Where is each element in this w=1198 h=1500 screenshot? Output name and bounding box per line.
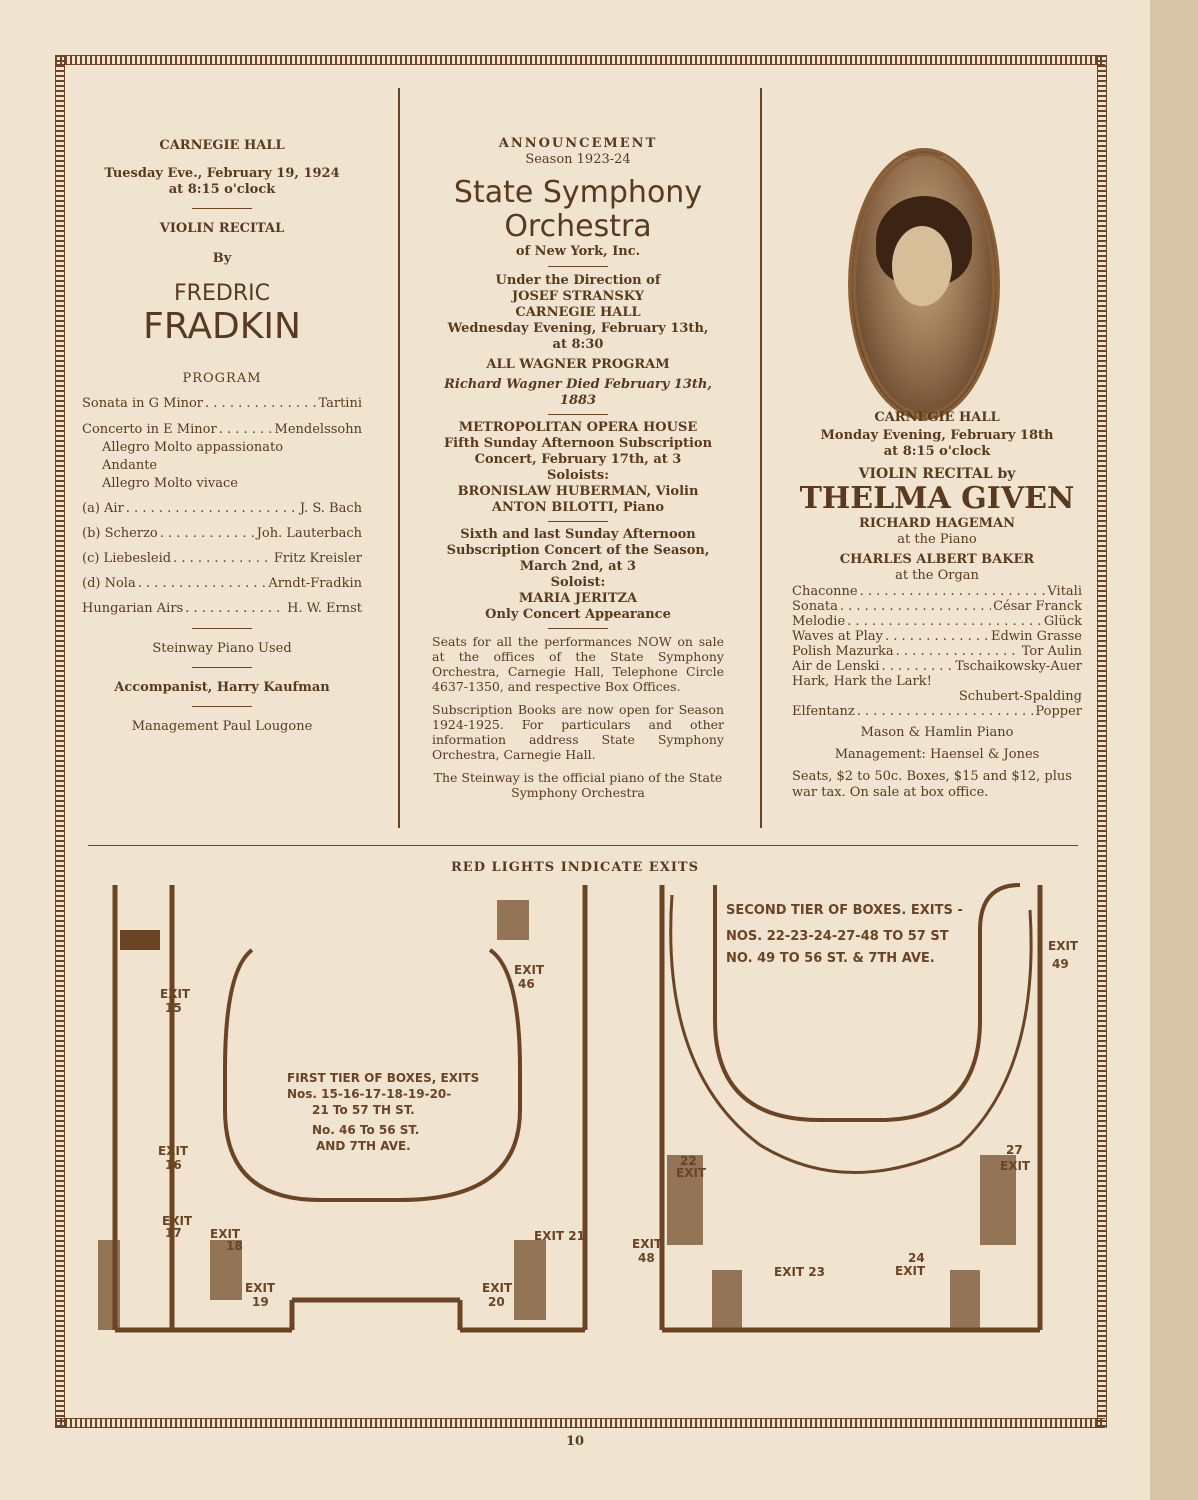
first-tier-caption: AND 7TH AVE. [316,1139,411,1153]
program-item: Waves at Play . . . Edwin Grasse [792,629,1082,644]
by-label: By [212,251,232,266]
direction: Under the Direction of [495,273,661,288]
date: Tuesday Eve., February 19, 1924 [104,166,340,181]
artist: THELMA GIVEN [799,481,1075,516]
wagner-note: Richard Wagner Died February 13th, 1883 [444,377,712,408]
exit-label: 49 [1052,957,1069,971]
exit-label: EXIT [162,1214,193,1228]
exit-label: EXIT 21 [534,1229,585,1243]
divider [548,266,608,267]
movement: Allegro Molto appassionato [102,440,284,455]
subscription-note: Subscription Books are now open for Season 1924-1925. For particulars and other information address State Symphony Orchestra, Carnegie Hall. [432,702,724,762]
stairs [514,1240,546,1320]
orchestra-title-2: Orchestra [504,209,652,244]
exit-label: EXIT 23 [774,1265,825,1279]
stairs [712,1270,742,1330]
program-item: Polish Mazurka . . . Tor Aulin [792,644,1082,659]
stairs [950,1270,980,1330]
stairs [98,1240,120,1330]
first-tier-caption: FIRST TIER OF BOXES, EXITS [287,1071,480,1085]
exit-label: EXIT [158,1144,189,1158]
exit-label: 15 [165,1001,182,1015]
second-tier-caption: NOS. 22-23-24-27-48 TO 57 ST [726,929,949,944]
only-appearance: Only Concert Appearance [485,607,671,622]
accompanist: Accompanist, Harry Kaufman [114,680,330,695]
program-item: Elfentanz . . . Popper [792,704,1082,719]
first-tier-caption: 21 To 57 TH ST. [312,1103,415,1117]
exit-label: 46 [518,977,535,991]
exit-label: EXIT [245,1281,276,1295]
exit-label: EXIT [895,1264,926,1278]
exit-label: EXIT [676,1166,707,1180]
exit-label: 16 [165,1158,182,1172]
program-list [82,395,362,618]
divider [192,208,252,209]
exit-label: EXIT [514,963,545,977]
soloist: BRONISLAW HUBERMAN, Violin [457,484,699,499]
stairs [497,900,529,940]
program-item: Air de Lenski . . . Tschaikowsky-Auer [792,659,1082,674]
divider [548,628,608,629]
exit-label: EXIT [210,1227,241,1241]
section-divider [88,845,1078,846]
stairs [120,930,160,950]
ornamental-border-top [55,55,1105,65]
given-recital [792,410,1082,801]
organist-role: at the Organ [895,568,979,583]
soloist-heading: Soloist: [550,575,606,590]
sixth-concert: March 2nd, at 3 [519,559,637,574]
director: JOSEF STRANSKY [512,289,644,304]
exit-label: 27 [1006,1143,1023,1157]
first-name: FREDRIC [174,281,270,306]
management: Management: Haensel & Jones [834,747,1040,762]
first-tier-caption: Nos. 15-16-17-18-19-20- [287,1087,452,1101]
organist: CHARLES ALBERT BAKER [839,552,1035,567]
program-item: (a) Air . . . J. S. Bach [82,500,362,518]
sixth-concert: Subscription Concert of the Season, [446,543,710,558]
movement: Andante [102,458,158,473]
soloist: ANTON BILOTTI, Piano [491,500,665,515]
date: Monday Evening, February 18th [820,428,1054,443]
column-divider-right [760,88,762,828]
program-heading: PROGRAM [182,371,262,386]
divider [192,628,252,629]
floor-plans [0,870,1150,1410]
piano-note: Steinway Piano Used [152,641,292,656]
exit-label: 17 [165,1226,182,1240]
subscription: Concert, February 17th, at 3 [474,452,682,467]
program-item: (d) Nola . . . Arndt-Fradkin [82,575,362,593]
column-divider-left [398,88,400,828]
orchestra-title-1: State Symphony [453,175,703,210]
venue: CARNEGIE HALL [515,305,641,320]
exit-label: EXIT [632,1237,663,1251]
program-item: (c) Liebesleid . . . Fritz Kreisler [82,550,362,568]
movement: Allegro Molto vivace [102,476,238,491]
exit-label: 20 [488,1295,505,1309]
program: ALL WAGNER PROGRAM [486,357,670,372]
exit-label: EXIT [482,1281,513,1295]
soloist: MARIA JERITZA [518,591,638,606]
fradkin-recital [82,138,362,735]
exit-label: 18 [226,1239,243,1253]
steinway-note: The Steinway is the official piano of the State Symphony Orchestra [433,770,723,800]
sixth-concert: Sixth and last Sunday Afternoon [460,527,696,542]
state-symphony-announcement [432,136,724,800]
venue: CARNEGIE HALL [159,138,285,153]
venue: METROPOLITAN OPERA HOUSE [458,420,698,435]
program-item: Chaconne . . . Vitali [792,584,1082,599]
of-new-york: of New York, Inc. [515,244,641,259]
management: Management Paul Lougone [131,719,313,734]
second-tier-caption: NO. 49 TO 56 ST. & 7TH AVE. [726,951,935,966]
program-item: Melodie . . . Glück [792,614,1082,629]
divider [548,414,608,415]
program-item: Hark, Hark the Lark! [792,674,932,689]
second-tier-curve [715,885,1020,1120]
pianist-role: at the Piano [897,532,977,547]
thelma-given-portrait [848,148,1000,420]
exits-heading: RED LIGHTS INDICATE EXITS [451,860,699,875]
exit-label: EXIT [1000,1159,1031,1173]
second-tier-caption: SECOND TIER OF BOXES. EXITS - [726,903,963,918]
exit-label: 48 [638,1251,655,1265]
exit-label: 19 [252,1295,269,1309]
exit-label: 24 [908,1251,925,1265]
season: Season 1923-24 [525,152,631,167]
subscription: Fifth Sunday Afternoon Subscription [443,436,713,451]
divider [192,667,252,668]
last-name: FRADKIN [143,306,301,347]
exit-label: 22 [680,1154,697,1168]
program-item: Sonata . . . César Franck [792,599,1082,614]
time: at 8:15 o'clock [883,444,991,459]
pianist: RICHARD HAGEMAN [859,516,1015,531]
divider [192,706,252,707]
program-item: Hungarian Airs . . . H. W. Ernst [82,600,362,618]
seats-note: Seats, $2 to 50c. Boxes, $15 and $12, plus war tax. On sale at box office. [792,769,1072,800]
page-number: 10 [565,1434,585,1449]
divider [548,521,608,522]
venue: CARNEGIE HALL [874,410,1000,425]
program-composer: Schubert-Spalding [958,689,1082,704]
program-item: Sonata in G Minor . . . Tartini [82,395,362,413]
event: VIOLIN RECITAL by [858,466,1016,482]
piano-note: Mason & Hamlin Piano [860,725,1014,740]
soloists-heading: Soloists: [546,468,610,483]
paper-edge [1150,0,1198,1500]
program-item: (b) Scherzo . . . Joh. Lauterbach [82,525,362,543]
date: Wednesday Evening, February 13th, [447,321,709,336]
program-list [792,584,1082,719]
event: VIOLIN RECITAL [159,221,285,236]
time: at 8:30 [552,337,604,352]
seats-note: Seats for all the performances NOW on sale at the offices of the State Symphony Orchestra, Carnegie Hall, Telephone Circle 4637-1350, and respective Box Offices. [432,634,724,694]
exit-label: EXIT [160,987,191,1001]
exit-label: EXIT [1048,939,1079,953]
program-item: Concerto in E Minor . . . Mendelssohn [82,421,362,439]
first-tier-caption: No. 46 To 56 ST. [312,1123,420,1137]
announcement: ANNOUNCEMENT [498,136,658,151]
ornamental-border-bottom [55,1418,1105,1428]
time: at 8:15 o'clock [168,182,276,197]
